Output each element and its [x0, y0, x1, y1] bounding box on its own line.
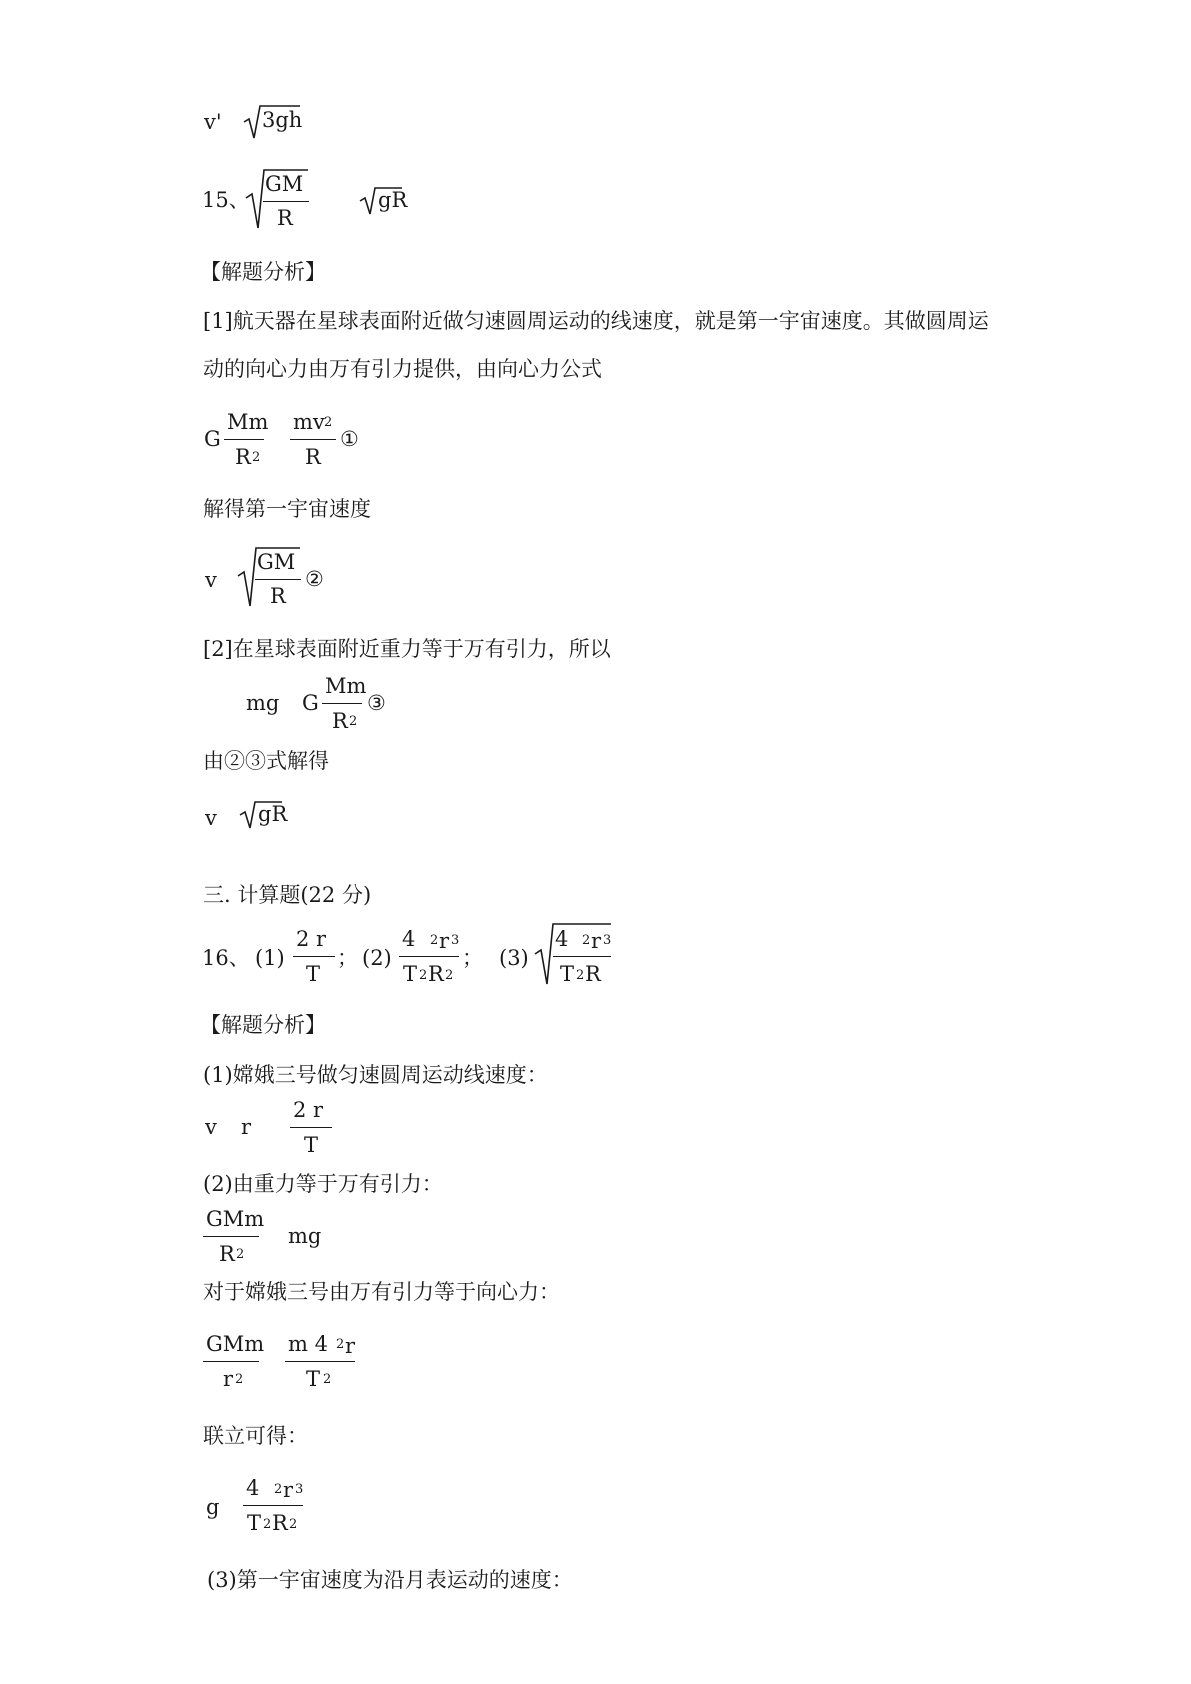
- exponent: 2: [576, 968, 585, 983]
- paragraph-line: 联立可得：: [203, 1424, 308, 1448]
- fraction-denominator: r: [223, 1367, 234, 1391]
- symbol-mg: mg: [288, 1224, 322, 1248]
- exponent: 2: [274, 1482, 283, 1497]
- equation-marker: ③: [367, 691, 386, 715]
- fraction-bar: [255, 579, 301, 580]
- fraction-numerator: r: [439, 929, 450, 953]
- fraction-denominator: R: [235, 445, 251, 469]
- fraction-bar: [290, 1127, 332, 1128]
- equation-marker: ②: [305, 567, 324, 591]
- exponent: 2: [419, 968, 428, 983]
- equation-marker: ①: [340, 427, 359, 451]
- exponent: 2: [323, 1372, 332, 1387]
- paragraph-line: (2)由重力等于万有引力：: [203, 1172, 443, 1196]
- v-prime-symbol: v': [204, 110, 222, 134]
- exponent: 2: [263, 1517, 272, 1532]
- exponent: 2: [324, 415, 333, 430]
- question-number-16: 16、: [202, 946, 250, 970]
- exponent: 2: [336, 1337, 345, 1352]
- fraction-numerator: r: [591, 929, 602, 953]
- fraction-numerator: GMm: [206, 1332, 265, 1356]
- paragraph-line: (1)嫦娥三号做匀速圆周运动线速度：: [203, 1063, 548, 1087]
- fraction-bar: [243, 1505, 303, 1506]
- fraction-numerator: 4: [555, 927, 569, 951]
- radicand-gR: gR: [378, 188, 408, 212]
- radicand-gR: gR: [258, 802, 288, 826]
- part-label: (3): [499, 946, 529, 970]
- fraction-bar: [399, 956, 459, 957]
- fraction-bar: [285, 1361, 355, 1362]
- fraction-denominator: R: [277, 206, 293, 230]
- fraction-bar: [290, 439, 336, 440]
- fraction-bar: [224, 439, 264, 440]
- fraction-numerator: 4: [246, 1476, 260, 1500]
- exponent: 3: [295, 1482, 304, 1497]
- exponent: 2: [445, 968, 454, 983]
- symbol-G: G: [302, 691, 319, 715]
- symbol-v: v: [205, 568, 217, 592]
- fraction-denominator: R: [332, 709, 348, 733]
- fraction-denominator: R: [428, 962, 444, 986]
- fraction-numerator: 2 r: [296, 927, 327, 951]
- paragraph-line: 对于嫦娥三号由万有引力等于向心力：: [203, 1280, 560, 1304]
- part-label: (2): [362, 946, 392, 970]
- fraction-bar: [203, 1236, 259, 1237]
- fraction-denominator: R: [305, 445, 321, 469]
- exponent: 2: [430, 933, 439, 948]
- part-label: (1): [255, 946, 285, 970]
- paragraph-line: (3)第一宇宙速度为沿月表运动的速度：: [207, 1568, 573, 1592]
- symbol-mg: mg: [246, 691, 280, 715]
- exponent: 2: [236, 1247, 245, 1262]
- exponent: 2: [582, 933, 591, 948]
- fraction-numerator: Mm: [227, 410, 269, 434]
- question-number-15: 15、: [202, 188, 250, 212]
- symbol-r: r: [241, 1115, 252, 1139]
- exponent: 2: [289, 1517, 298, 1532]
- fraction-numerator: 2 r: [293, 1098, 324, 1122]
- exponent: 2: [235, 1372, 244, 1387]
- fraction-denominator: R: [272, 1511, 288, 1535]
- section-heading: 三. 计算题(22 分): [203, 883, 372, 907]
- fraction-denominator: T: [247, 1511, 262, 1535]
- fraction-numerator: GM: [257, 550, 296, 574]
- paragraph-line: [1]航天器在星球表面附近做匀速圆周运动的线速度，就是第一宇宙速度。其做圆周运: [203, 309, 989, 333]
- fraction-numerator: mv: [293, 410, 325, 434]
- exponent: 2: [252, 450, 261, 465]
- fraction-bar: [203, 1361, 259, 1362]
- fraction-numerator: GM: [265, 172, 304, 196]
- exponent: 3: [451, 933, 460, 948]
- analysis-heading: 【解题分析】: [200, 1013, 326, 1037]
- exponent: 2: [349, 714, 358, 729]
- fraction-denominator: R: [270, 584, 286, 608]
- separator: ；: [337, 946, 358, 970]
- radical-sign: [535, 922, 615, 988]
- fraction-denominator: T: [306, 962, 321, 986]
- paragraph-line: 动的向心力由万有引力提供，由向心力公式: [203, 357, 602, 381]
- fraction-numerator: r: [345, 1334, 356, 1358]
- fraction-numerator: r: [283, 1478, 294, 1502]
- fraction-denominator: T: [560, 962, 575, 986]
- fraction-denominator: T: [306, 1367, 321, 1391]
- paragraph-line: [2]在星球表面附近重力等于万有引力，所以: [203, 637, 611, 661]
- fraction-bar: [322, 703, 362, 704]
- radicand-3gh: 3gh: [262, 108, 303, 132]
- separator: ；: [462, 946, 483, 970]
- symbol-G: G: [204, 427, 221, 451]
- fraction-denominator: T: [304, 1133, 319, 1157]
- fraction-bar: [553, 956, 611, 957]
- fraction-numerator: GMm: [206, 1207, 265, 1231]
- fraction-numerator: Mm: [325, 674, 367, 698]
- exponent: 3: [603, 933, 612, 948]
- fraction-bar: [293, 956, 335, 957]
- paragraph-line: 解得第一宇宙速度: [203, 497, 371, 521]
- fraction-denominator: R: [585, 962, 601, 986]
- symbol-g: g: [206, 1495, 220, 1519]
- paragraph-line: 由②③式解得: [203, 749, 329, 773]
- fraction-denominator: R: [219, 1242, 235, 1266]
- symbol-v: v: [205, 806, 217, 830]
- analysis-heading: 【解题分析】: [200, 260, 326, 284]
- fraction-numerator: 4: [402, 927, 416, 951]
- fraction-bar: [263, 201, 309, 202]
- fraction-denominator: T: [403, 962, 418, 986]
- fraction-numerator: m 4: [288, 1332, 328, 1356]
- symbol-v: v: [205, 1115, 217, 1139]
